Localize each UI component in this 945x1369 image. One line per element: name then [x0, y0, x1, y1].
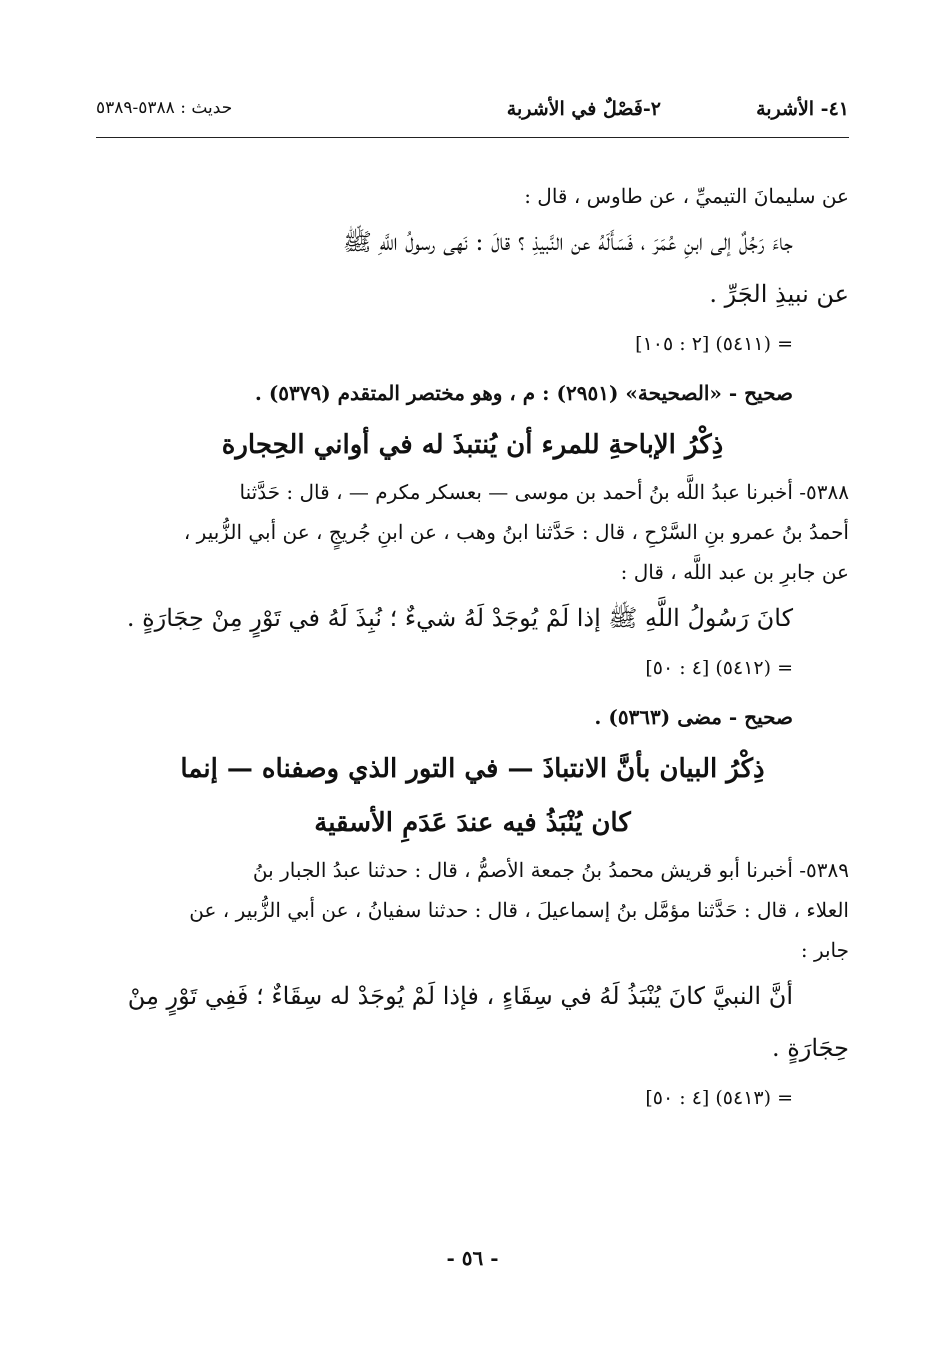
hadith-text-line: أنَّ النبيَّ كانَ يُنْبَذُ لَهُ في سِقَاءٍ ، فإذا لَمْ يُوجَدْ له سِقَاءٌ ؛ فَفِي تَوْرٍ مِنْ	[127, 982, 793, 1010]
narration-line: عن سليمانَ التيميِّ ، عن طاوس ، قال :	[524, 184, 849, 208]
page-number: - ٥٦ -	[446, 1246, 499, 1270]
hadith-text-line: كانَ رَسُولُ اللَّهِ ﷺ إذا لَمْ يُوجَدْ لَهُ شيءٌ ؛ نُبِذَ لَهُ في تَوْرٍ مِنْ حِجَارَةٍ .	[126, 604, 793, 632]
page-body	[96, 176, 849, 1122]
narration-line: ٥٣٨٨- أخبرنا عبدُ اللَّه بنُ أحمد بن موسى — بعسكر مكرم — ، قال : حَدَّثنا	[239, 480, 849, 504]
chapter-heading: ذِكْرُ البيان بأنَّ الانتباذَ — في التور الذي وصفناه — إنما	[180, 754, 765, 784]
section-title: ٢-فَصْلٌ في الأشربة	[506, 98, 661, 120]
hadith-text-line: حِجَارَةٍ .	[771, 1034, 849, 1062]
grading-line: صحيح - مضى (٥٣٦٣) .	[594, 705, 793, 729]
grading-line: صحيح - «الصحيحة» (٢٩٥١) : م ، وهو مختصر المتقدم (٥٣٧٩) .	[254, 381, 793, 405]
chapter-heading: ذِكْرُ الإباحةِ للمرء أن يُنتبذَ له في أواني الحِجارة	[221, 430, 724, 460]
running-header	[96, 98, 849, 134]
hadith-range: حديث : ٥٣٨٨-٥٣٨٩	[96, 98, 233, 118]
chapter-heading: كان يُنْبَذُ فيه عندَ عَدَمِ الأسقية	[314, 808, 631, 838]
narration-line: جابر :	[800, 938, 849, 962]
narration-line: عن جابرِ بن عبد اللَّه ، قال :	[620, 560, 849, 584]
reference-line: = (٥٤١١) [٢ : ١٠٥]	[635, 333, 793, 355]
hadith-text-line: عن نبيذِ الجَرِّ .	[709, 280, 849, 308]
narration-line: ٥٣٨٩- أخبرنا أبو قريش محمدُ بنُ جمعة الأصمُّ ، قال : حدثنا عبدُ الجبار بنُ	[252, 858, 849, 882]
reference-line: = (٥٤١٢) [٤ : ٥٠]	[645, 657, 793, 679]
reference-line: = (٥٤١٣) [٤ : ٥٠]	[645, 1087, 793, 1109]
hadith-text-line: جاءَ رَجُلٌ إلى ابنِ عُمَرَ ، فَسَأَلَهُ عن النَّبيذِ ؟ قالَ : نَهى رسولُ اللَّهِ ﷺ	[342, 228, 793, 256]
chapter-title: ٤١- الأشربة	[756, 98, 849, 120]
narration-line: أحمدُ بنُ عمرو بنِ السَّرْحِ ، قال : حَدَّثنا ابنُ وهب ، عن ابنِ جُريجٍ ، عن أبي الزُّبير ،	[183, 520, 849, 544]
narration-line: العلاء ، قال : حَدَّثنا مؤمَّل بنُ إسماعيلَ ، قال : حدثنا سفيانُ ، عن أبي الزُّبير ، عن	[189, 898, 849, 922]
header-rule	[96, 137, 849, 138]
